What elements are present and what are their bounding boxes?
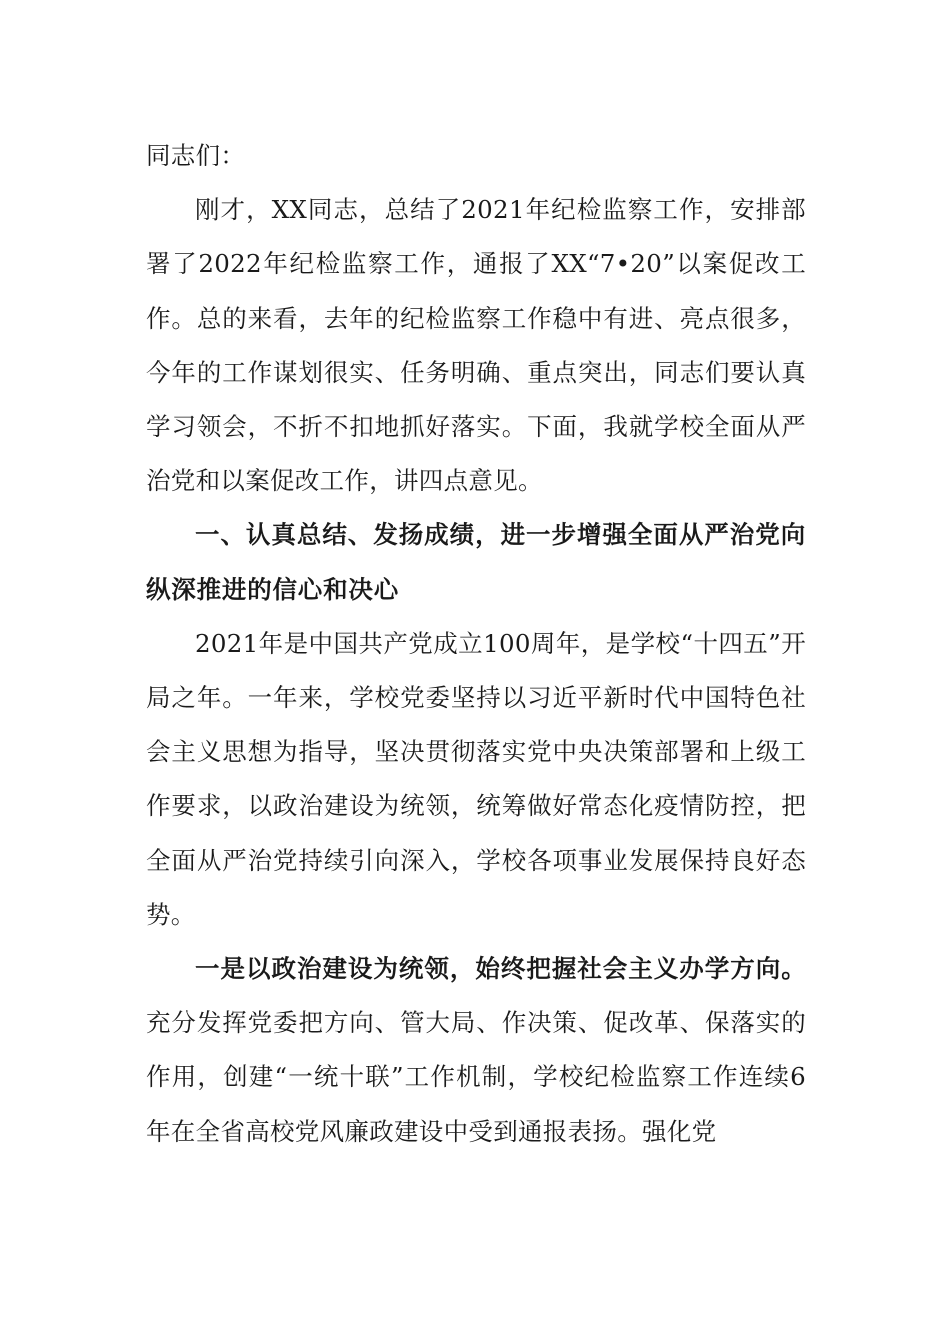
document-body [146, 129, 806, 1159]
intro-paragraph: 刚才，XX同志，总结了2021年纪检监察工作，安排部署了2022年纪检监察工作，通报了XX“7•20”以案促改工作。总的来看，去年的纪检监察工作稳中有进、亮点很多，今年的工作谋划很实、任务明确、重点突出，同志们要认真学习领会，不折不扣地抓好落实。下面，我就学校全面从严治党和以案促改工作，讲四点意见。 [146, 195, 806, 496]
point-1-text: 充分发挥党委把方向、管大局、作决策、促改革、保落实的作用，创建“一统十联”工作机制，学校纪检监察工作连续6年在全省高校党风廉政建设中受到通报表扬。强化党 [146, 1008, 806, 1146]
salutation: 同志们： [146, 141, 246, 170]
point-1-paragraph [146, 942, 806, 1159]
section-heading-1: 一、认真总结、发扬成绩，进一步增强全面从严治党向纵深推进的信心和决心 [146, 520, 806, 604]
section-1-paragraph: 2021年是中国共产党成立100周年，是学校“十四五”开局之年。一年来，学校党委坚持以习近平新时代中国特色社会主义思想为指导，坚决贯彻落实党中央决策部署和上级工作要求，以政治建设为统领，统筹做好常态化疫情防控，把全面从严治党持续引向深入，学校各项事业发展保持良好态势。 [146, 628, 806, 929]
point-1-lead: 一是以政治建设为统领，始终把握社会主义办学方向。 [195, 954, 806, 984]
